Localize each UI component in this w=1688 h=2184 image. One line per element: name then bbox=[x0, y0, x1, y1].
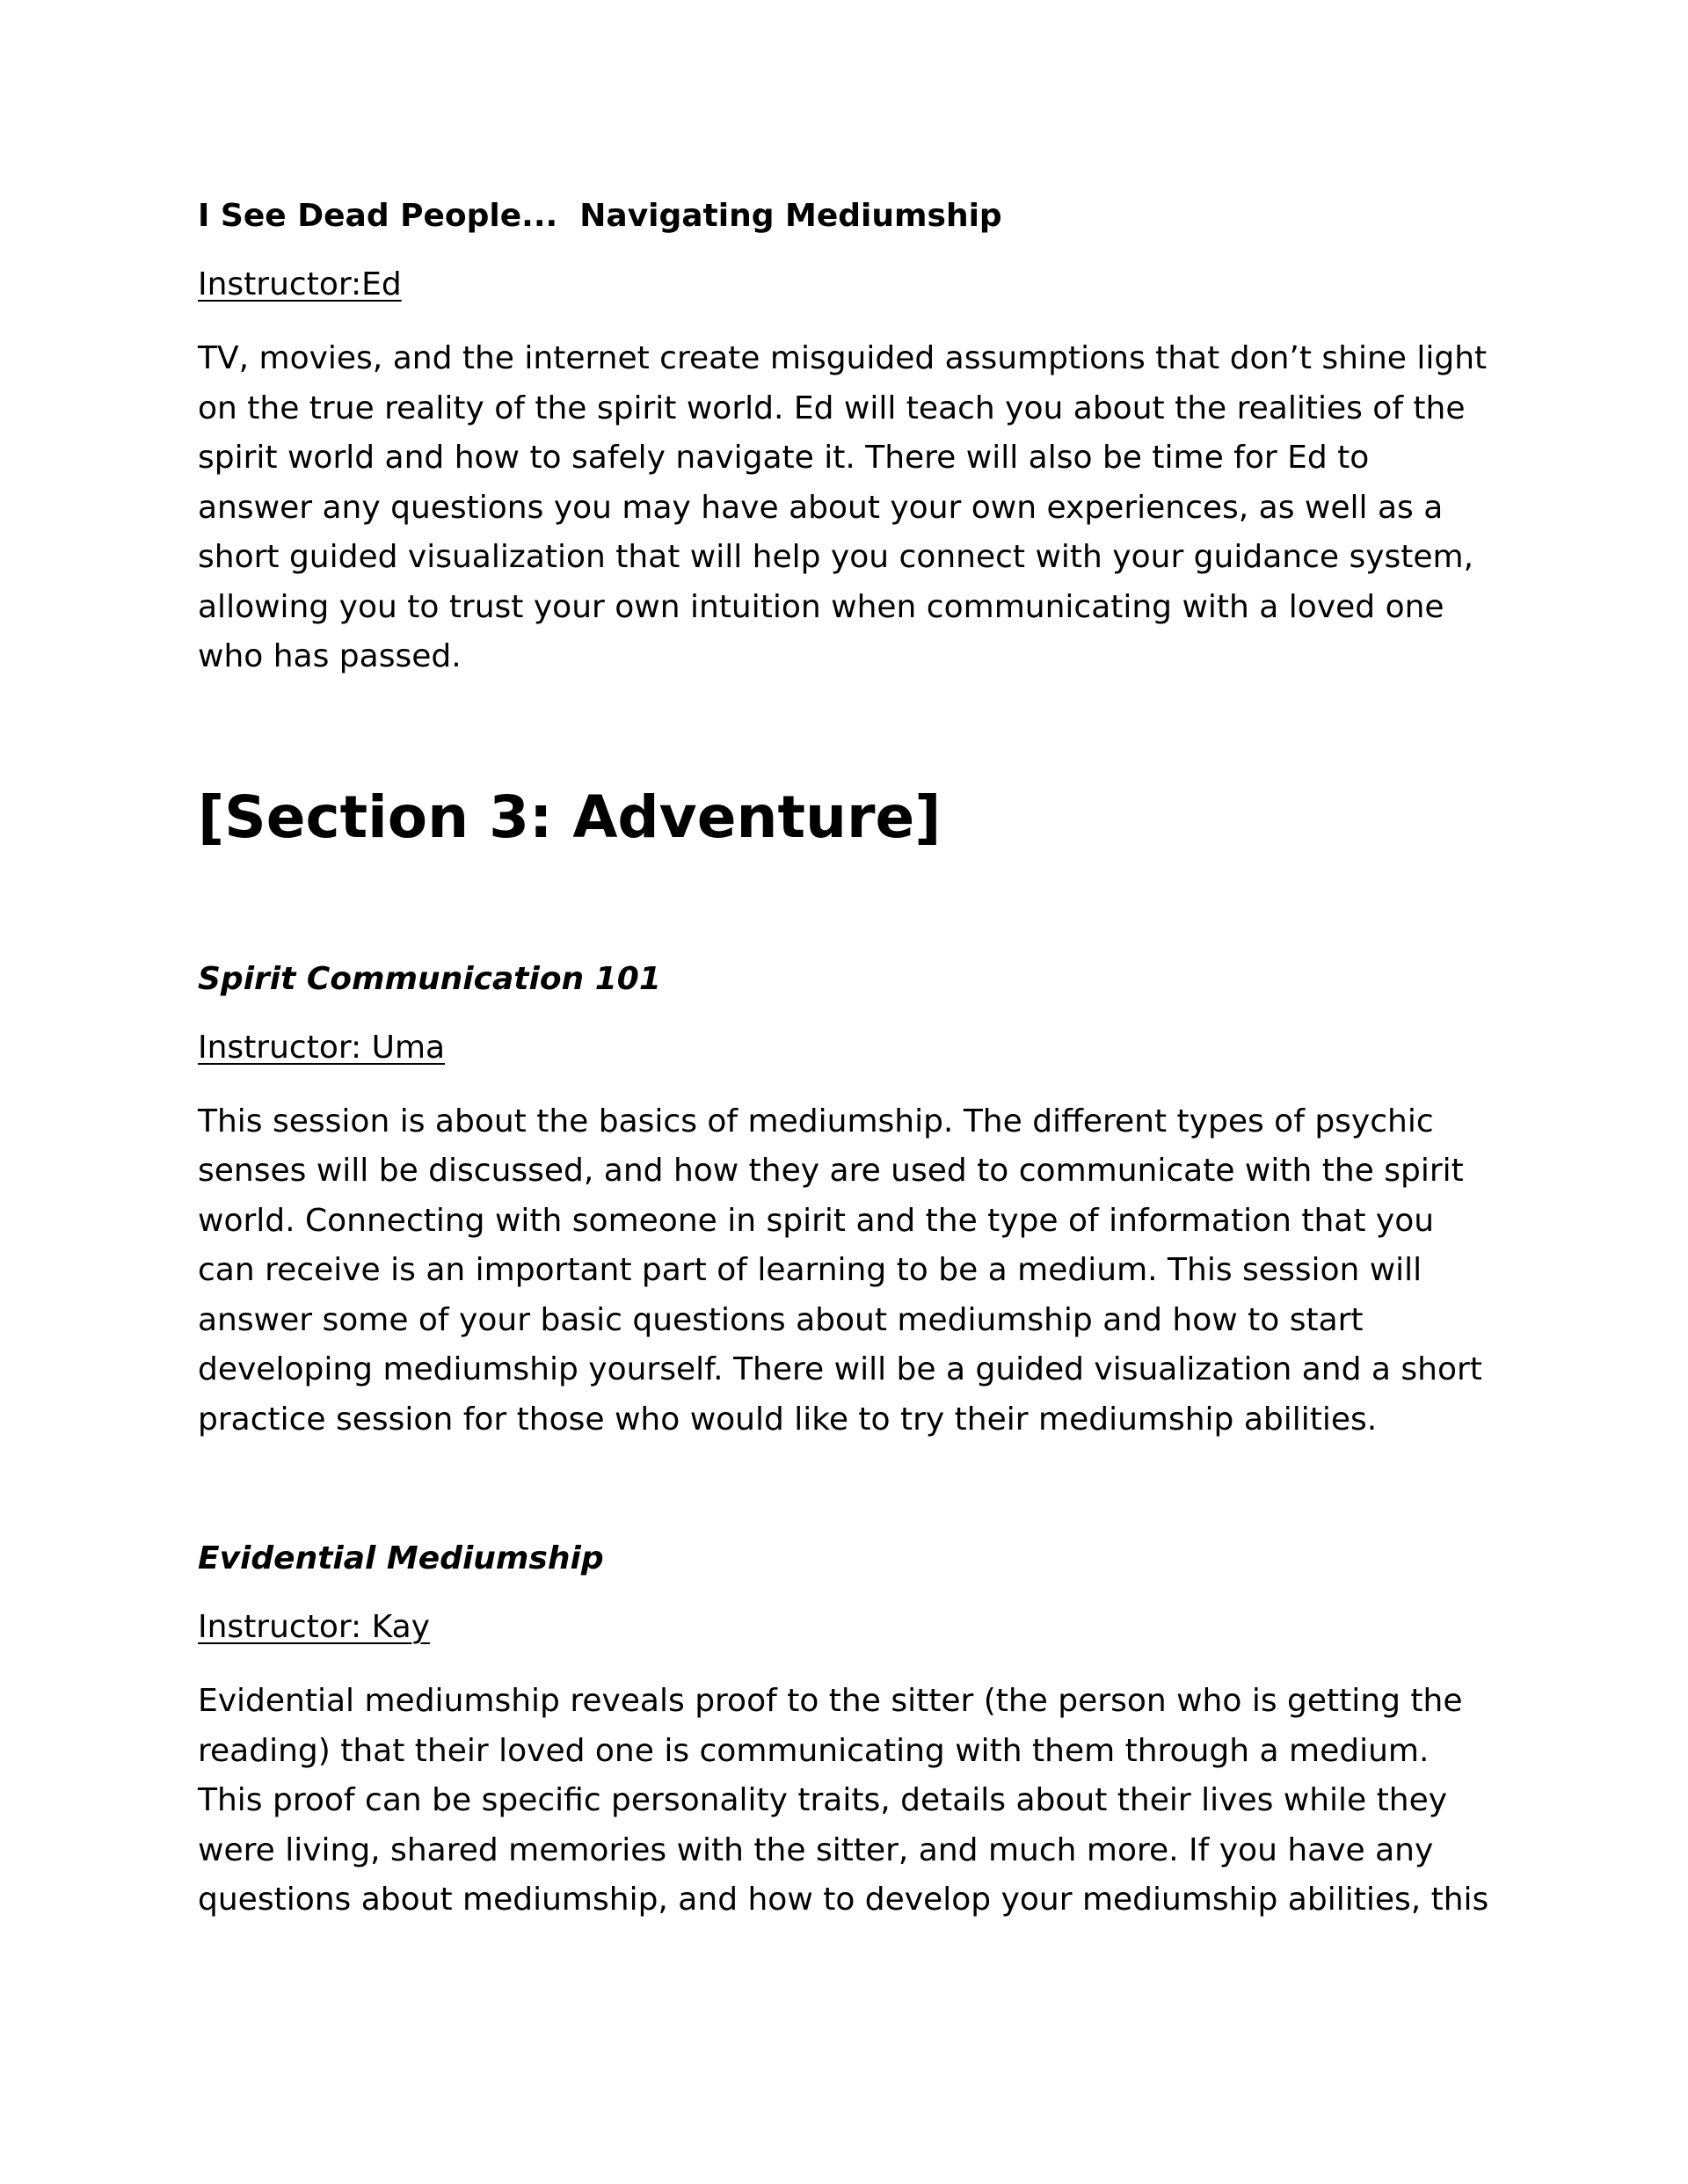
section-heading-block bbox=[198, 783, 1490, 853]
course-entry-evidential-mediumship bbox=[198, 1538, 1490, 1926]
course-instructor: Instructor: Uma bbox=[198, 1029, 446, 1066]
course-entry-spirit-communication bbox=[198, 958, 1490, 1445]
page-content bbox=[198, 195, 1490, 1926]
section-heading: [Section 3: Adventure] bbox=[198, 783, 942, 851]
course-description: TV, movies, and the internet create misguided assumptions that don’t shine light on the true reality of the spirit world. Ed will teach you about the realities of the spirit world and how to safely navigate it. There will also be time for Ed to answer any questions you may have about your own experiences, as well as a short guided visualization that will help you connect with your guidance system, allowing you to trust your own intuition when communicating with a loved one who has passed. bbox=[198, 340, 1488, 674]
course-instructor: Instructor: Kay bbox=[198, 1609, 430, 1645]
course-instructor: Instructor:Ed bbox=[198, 266, 402, 302]
course-description: This session is about the basics of mediumship. The different types of psychic senses will be discussed, and how they are used to communicate with the spirit world. Connecting with someone in spirit and the type of information that you can receive is an important part of learning to be a medium. This session will answer some of your basic questions about mediumship and how to start developing mediumship yourself. There will be a guided visualization and a short practice session for those who would like to try their mediumship abilities. bbox=[198, 1103, 1482, 1438]
course-title: I See Dead People... Navigating Mediumship bbox=[198, 198, 1002, 234]
course-entry-navigating-mediumship bbox=[198, 195, 1490, 682]
course-title: Spirit Communication 101 bbox=[198, 960, 661, 997]
course-title: Evidential Mediumship bbox=[198, 1540, 604, 1576]
course-description: Evidential mediumship reveals proof to the sitter (the person who is getting the reading) that their loved one is communicating with them through a medium. This proof can be specific personality traits, details about their lives while they were living, shared memories with the sitter, and much more. If you have any questions about mediumship, and how to develop your mediumship abilities, this bbox=[198, 1683, 1489, 1918]
